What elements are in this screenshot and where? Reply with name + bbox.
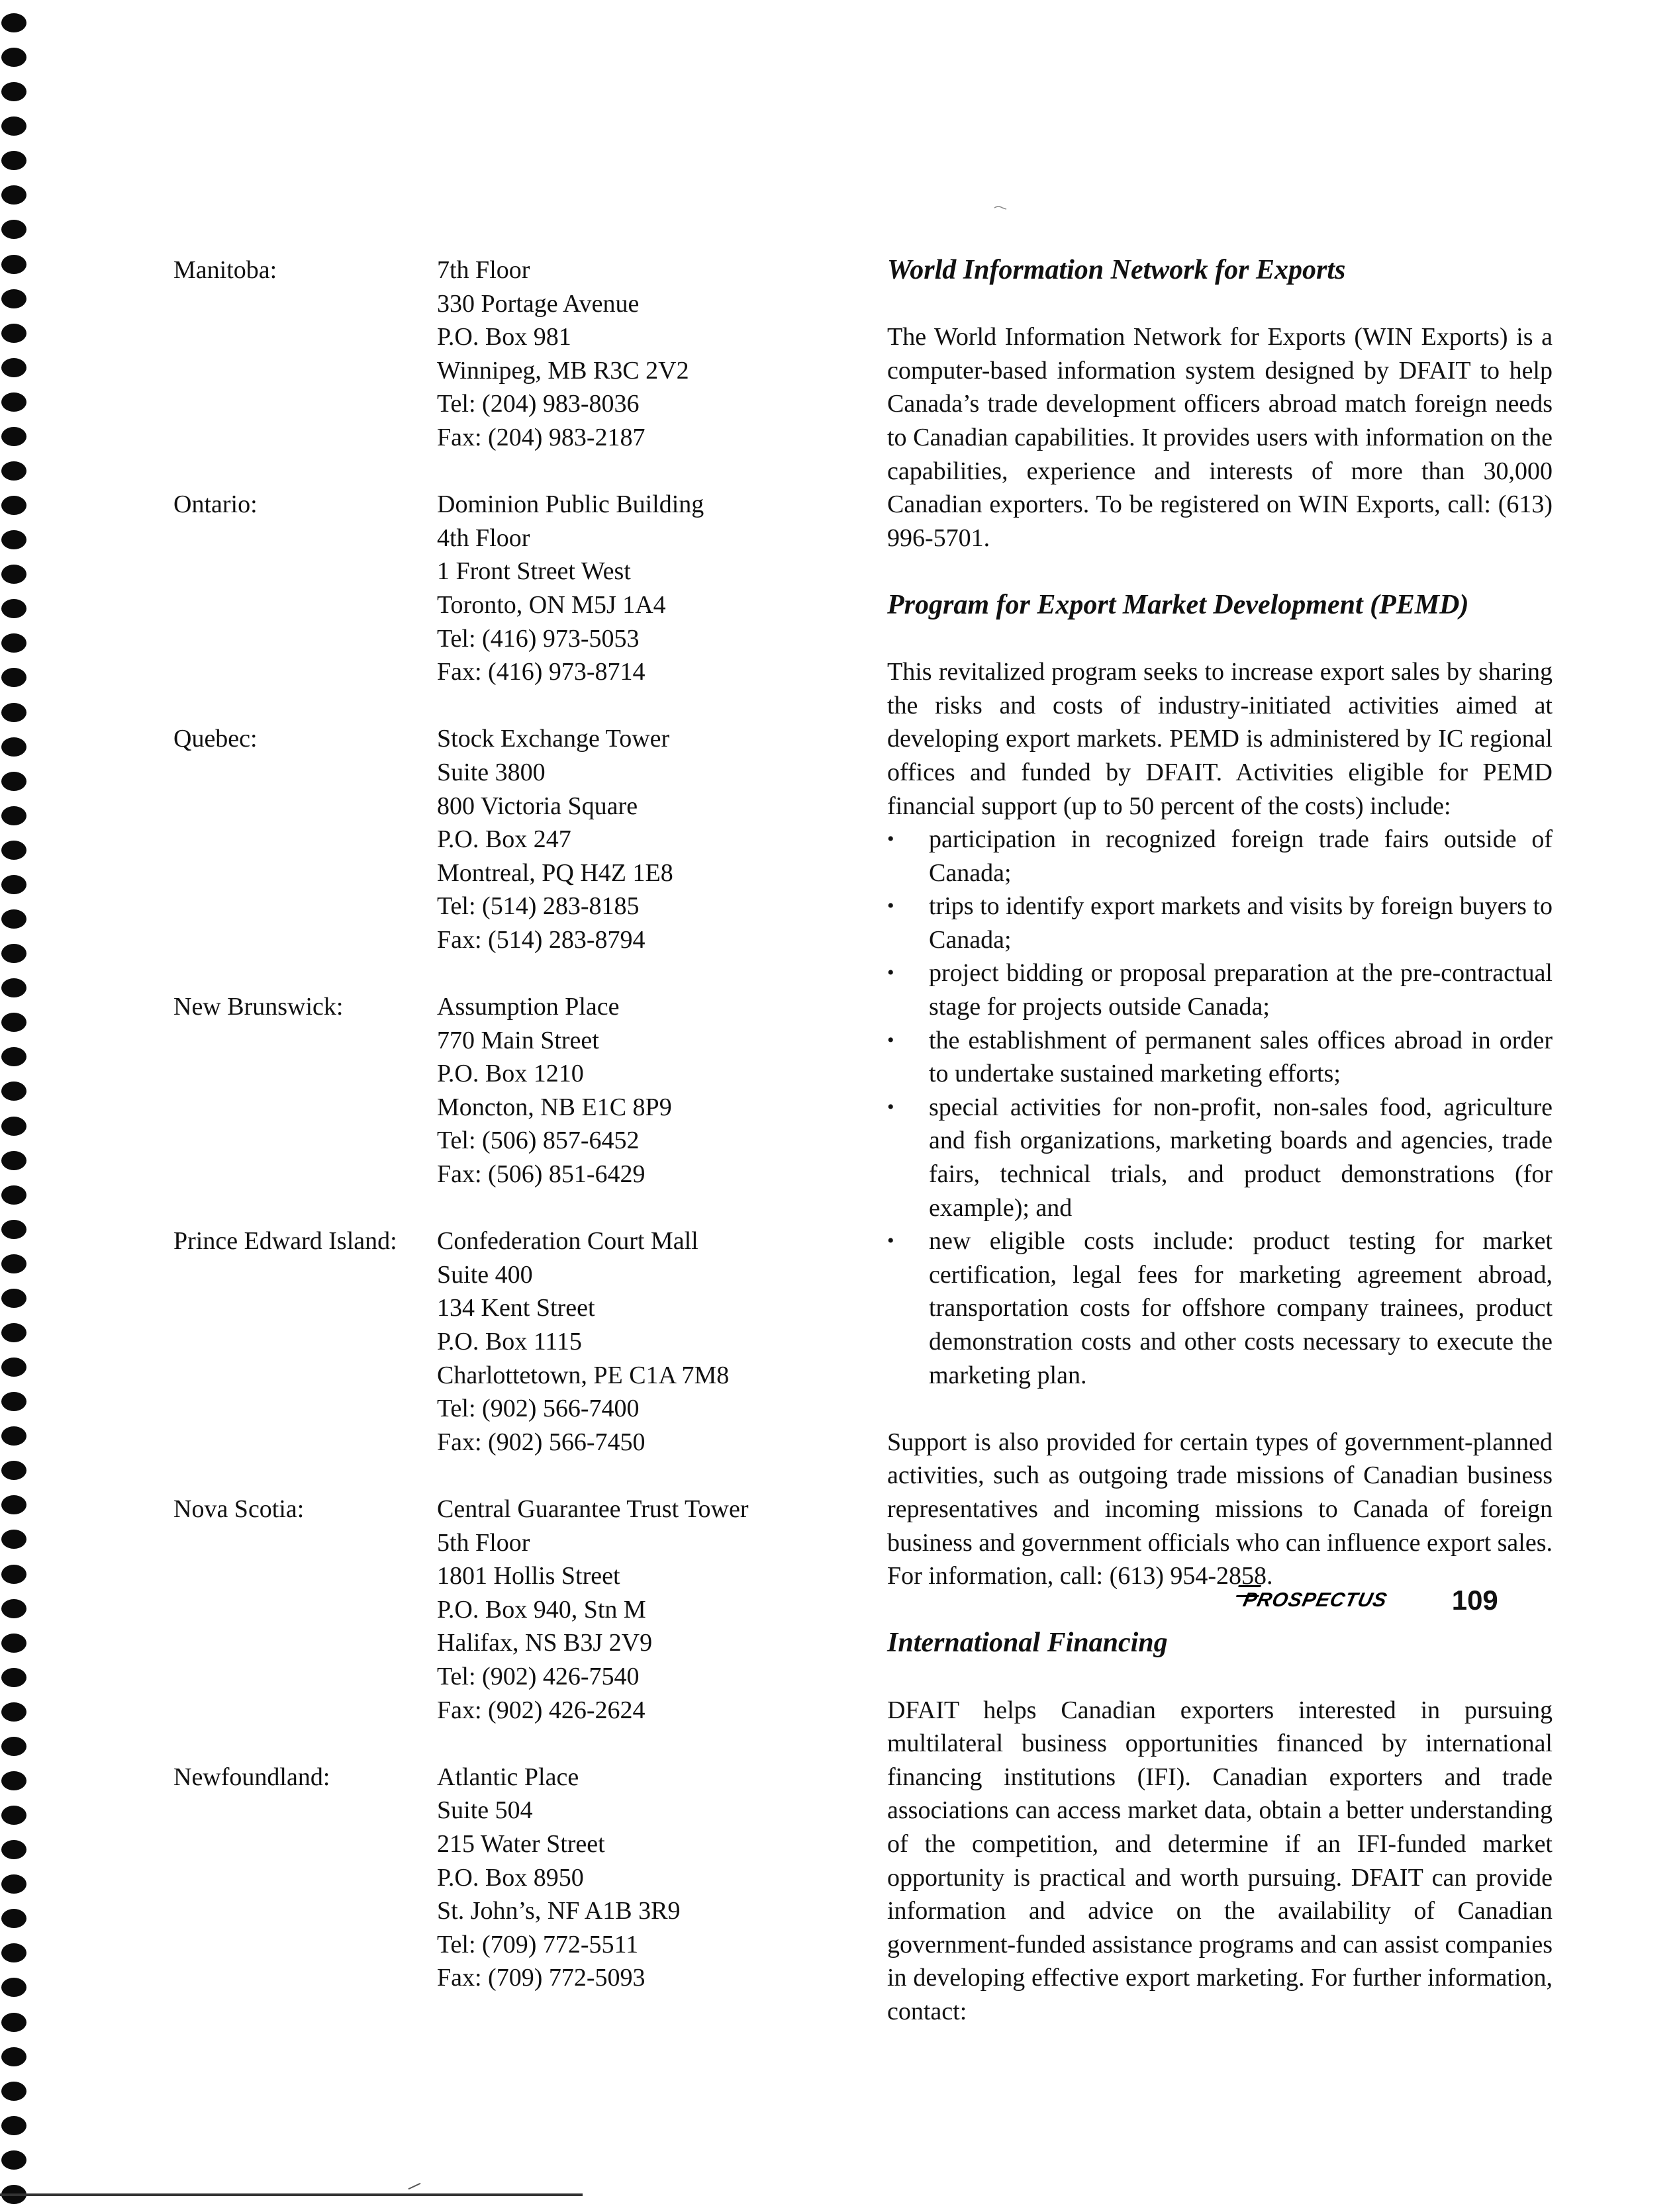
address-line: Fax: (506) 851-6429 <box>437 1160 646 1189</box>
binding-hole <box>1 151 26 170</box>
bottom-rule <box>0 2193 583 2196</box>
binding-hole <box>1 1840 26 1859</box>
binding-hole <box>1 875 26 894</box>
binding-hole <box>1 1737 26 1756</box>
binding-hole <box>1 909 26 929</box>
address-line: Fax: (709) 772-5093 <box>437 1964 646 1992</box>
office-entry <box>173 1493 836 1727</box>
province-label: Newfoundland: <box>173 1763 330 1791</box>
binding-hole <box>1 2150 26 2170</box>
binding-hole <box>1 13 26 32</box>
binding-hole <box>1 1323 26 1342</box>
address-line: Confederation Court Mall <box>437 1227 698 1256</box>
address-line: Atlantic Place <box>437 1763 579 1791</box>
binding-hole <box>1 1495 26 1514</box>
binding-hole <box>1 1530 26 1549</box>
office-entry <box>173 722 836 956</box>
binding-hole <box>1 496 26 515</box>
binding-hole <box>1 737 26 757</box>
address-line: Fax: (514) 283-8794 <box>437 925 646 954</box>
address-line: 1 Front Street West <box>437 557 631 586</box>
office-address <box>437 488 836 689</box>
office-address <box>437 1224 836 1459</box>
win-exports-section <box>887 253 1553 555</box>
address-line: 7th Floor <box>437 256 530 284</box>
binding-hole <box>1 2013 26 2032</box>
office-entry <box>173 253 836 455</box>
binding-hole <box>1 1151 26 1170</box>
address-line: Suite 504 <box>437 1796 533 1825</box>
binding-hole <box>1 185 26 205</box>
address-line: Tel: (514) 283-8185 <box>437 892 640 921</box>
list-item: • trips to identify export markets and visits by foreign buyers to Canada; <box>887 890 1553 956</box>
list-item: • new eligible costs include: product testing for market certification, legal fees for marketing agreement abroad, transportation costs for offshore company trainees, product demonstration costs and other costs necessary to execute the marketing plan. <box>887 1224 1553 1392</box>
address-line: Stock Exchange Tower <box>437 725 670 753</box>
win-exports-body: The World Information Network for Exports (WIN Exports) is a computer-based information system designed by DFAIT to help Canada’s trade development officers abroad match foreign needs to Canadian capabilities. It provides users with information on the capabilities, experience and interests of more than 30,000 Canadian exporters. To be registered on WIN Exports, call: (613) 996-5701. <box>887 323 1553 552</box>
binding-hole <box>1 1013 26 1032</box>
binding-hole <box>1 461 26 481</box>
address-line: P.O. Box 247 <box>437 825 571 854</box>
binding-hole <box>1 806 26 825</box>
spiral-binding <box>0 13 33 2204</box>
list-item: • project bidding or proposal preparation at the pre-contractual stage for projects outside Canada; <box>887 956 1553 1023</box>
binding-hole <box>1 427 26 446</box>
address-line: Tel: (709) 772-5511 <box>437 1930 639 1959</box>
page-footer <box>1231 1581 1498 1620</box>
address-line: Toronto, ON M5J 1A4 <box>437 590 666 619</box>
binding-hole <box>1 116 26 136</box>
binding-hole <box>1 1978 26 1997</box>
address-line: Fax: (902) 566-7450 <box>437 1428 646 1456</box>
binding-hole <box>1 1082 26 1101</box>
international-financing-body: DFAIT helps Canadian exporters interested in pursuing multilateral business opportunities financed by international financing institutions (IFI). Canadian exporters and trade associations can access market data, obtain a better understanding of the competition, and determine if an IFI-funded market opportunity is practical and worth pursuing. DFAIT can provide information and advice on the availability of Canadian government-funded assistance programs and can assist companies in developing effective export marketing. For further information, contact: <box>887 1696 1553 2025</box>
address-line: Moncton, NB E1C 8P9 <box>437 1093 672 1121</box>
prospectus-logo: PROSPECTUS <box>1229 1589 1389 1612</box>
address-line: 5th Floor <box>437 1528 530 1557</box>
address-line: P.O. Box 981 <box>437 323 571 351</box>
binding-hole <box>1 1634 26 1653</box>
binding-hole <box>1 324 26 343</box>
address-line: 4th Floor <box>437 524 530 552</box>
province-label: Nova Scotia: <box>173 1495 305 1523</box>
international-financing-section <box>887 1626 1553 2028</box>
pemd-activities-list <box>887 823 1553 1392</box>
province-label: Ontario: <box>173 490 258 519</box>
binding-hole <box>1 599 26 618</box>
province-label: Prince Edward Island: <box>173 1227 397 1256</box>
address-line: 330 Portage Avenue <box>437 289 640 318</box>
address-line: Tel: (416) 973-5053 <box>437 624 640 653</box>
office-entry <box>173 488 836 689</box>
office-address <box>437 253 836 455</box>
office-address <box>437 990 836 1191</box>
address-line: Fax: (902) 426-2624 <box>437 1696 646 1724</box>
province-label: Quebec: <box>173 725 258 753</box>
address-line: Suite 400 <box>437 1260 533 1289</box>
office-entry <box>173 1761 836 1995</box>
address-line: Winnipeg, MB R3C 2V2 <box>437 356 689 385</box>
province-label: Manitoba: <box>173 256 277 284</box>
address-line: P.O. Box 1115 <box>437 1328 582 1356</box>
binding-hole <box>1 1117 26 1136</box>
binding-hole <box>1 772 26 791</box>
binding-hole <box>1 944 26 963</box>
address-line: P.O. Box 8950 <box>437 1863 584 1892</box>
binding-hole <box>1 1565 26 1584</box>
list-item: • special activities for non-profit, non-sales food, agriculture and fish organizations, marketing boards and agencies, trade fairs, technical trials, and product demonstrations (for example); and <box>887 1091 1553 1224</box>
binding-hole <box>1 2082 26 2101</box>
page-number: 109 <box>1451 1585 1498 1616</box>
office-address <box>437 1761 836 1995</box>
programs-column <box>887 253 1553 2028</box>
binding-hole <box>1 703 26 722</box>
binding-hole <box>1 392 26 412</box>
binding-hole <box>1 1289 26 1308</box>
office-entry <box>173 1224 836 1459</box>
binding-hole <box>1 1461 26 1480</box>
binding-hole <box>1 289 26 308</box>
binding-hole <box>1 978 26 997</box>
address-line: Assumption Place <box>437 993 620 1021</box>
binding-hole <box>1 668 26 687</box>
binding-hole <box>1 220 26 239</box>
address-line: 1801 Hollis Street <box>437 1562 620 1590</box>
pemd-section <box>887 588 1553 1593</box>
regional-offices-list <box>173 253 836 1995</box>
address-line: Halifax, NS B3J 2V9 <box>437 1629 653 1657</box>
address-line: St. John’s, NF A1B 3R9 <box>437 1897 681 1925</box>
address-line: Tel: (902) 426-7540 <box>437 1662 640 1690</box>
binding-hole <box>1 1771 26 1790</box>
address-line: Tel: (506) 857-6452 <box>437 1127 640 1155</box>
address-line: 800 Victoria Square <box>437 792 638 820</box>
binding-hole <box>1 82 26 101</box>
province-label: New Brunswick: <box>173 993 344 1021</box>
binding-hole <box>1 1806 26 1825</box>
address-line: Fax: (204) 983-2187 <box>437 423 646 451</box>
binding-hole <box>1 358 26 377</box>
binding-hole <box>1 1358 26 1377</box>
address-line: Tel: (902) 566-7400 <box>437 1395 640 1423</box>
binding-hole <box>1 1392 26 1411</box>
binding-hole <box>1 48 26 67</box>
binding-hole <box>1 841 26 860</box>
binding-hole <box>1 1909 26 1928</box>
win-exports-heading: World Information Network for Exports <box>887 255 1346 285</box>
pemd-intro: This revitalized program seeks to increase export sales by sharing the risks and costs of industry-initiated activities aimed at developing export markets. PEMD is administered by IC regional offices and funded by DFAIT. Activities eligible for PEMD financial support (up to 50 percent of the costs) include: <box>887 658 1553 820</box>
address-line: Charlottetown, PE C1A 7M8 <box>437 1361 730 1389</box>
binding-hole <box>1 1047 26 1066</box>
list-item: • the establishment of permanent sales offices abroad in order to undertake sustained marketing efforts; <box>887 1024 1553 1091</box>
address-line: Tel: (204) 983-8036 <box>437 390 640 418</box>
list-item: • participation in recognized foreign trade fairs outside of Canada; <box>887 823 1553 890</box>
binding-hole <box>1 1220 26 1239</box>
office-address <box>437 1493 836 1727</box>
address-line: 215 Water Street <box>437 1829 605 1858</box>
international-financing-heading: International Financing <box>887 1628 1168 1659</box>
binding-hole <box>1 1874 26 1894</box>
pemd-heading: Program for Export Market Development (PEMD) <box>887 589 1469 620</box>
office-address <box>437 722 836 956</box>
binding-hole <box>1 2116 26 2135</box>
binding-hole <box>1 1702 26 1722</box>
address-line: Dominion Public Building <box>437 490 704 519</box>
scan-artifact <box>993 204 1020 210</box>
binding-hole <box>1 530 26 549</box>
address-line: Fax: (416) 973-8714 <box>437 658 646 686</box>
address-line: 770 Main Street <box>437 1026 599 1054</box>
binding-hole <box>1 565 26 584</box>
binding-hole <box>1 1943 26 1962</box>
binding-hole <box>1 1185 26 1205</box>
address-line: P.O. Box 940, Stn M <box>437 1595 646 1624</box>
address-line: Suite 3800 <box>437 758 546 786</box>
binding-hole <box>1 1599 26 1618</box>
binding-hole <box>1 2047 26 2066</box>
address-line: Central Guarantee Trust Tower <box>437 1495 749 1523</box>
scan-artifact-tick <box>408 2183 421 2189</box>
office-entry <box>173 990 836 1191</box>
address-line: 134 Kent Street <box>437 1294 595 1322</box>
address-line: Montreal, PQ H4Z 1E8 <box>437 858 673 887</box>
binding-hole <box>1 1254 26 1273</box>
binding-hole <box>1 1426 26 1446</box>
binding-hole <box>1 633 26 653</box>
pemd-support-paragraph: Support is also provided for certain types of government-planned activities, such as outgoing trade missions of Canadian business representatives and incoming missions to Canada of foreign business and government officials who can influence export sales. For information, call: (613) 954-2858. <box>887 1428 1553 1590</box>
binding-hole <box>1 1668 26 1687</box>
binding-hole <box>1 255 26 274</box>
address-line: P.O. Box 1210 <box>437 1060 584 1088</box>
